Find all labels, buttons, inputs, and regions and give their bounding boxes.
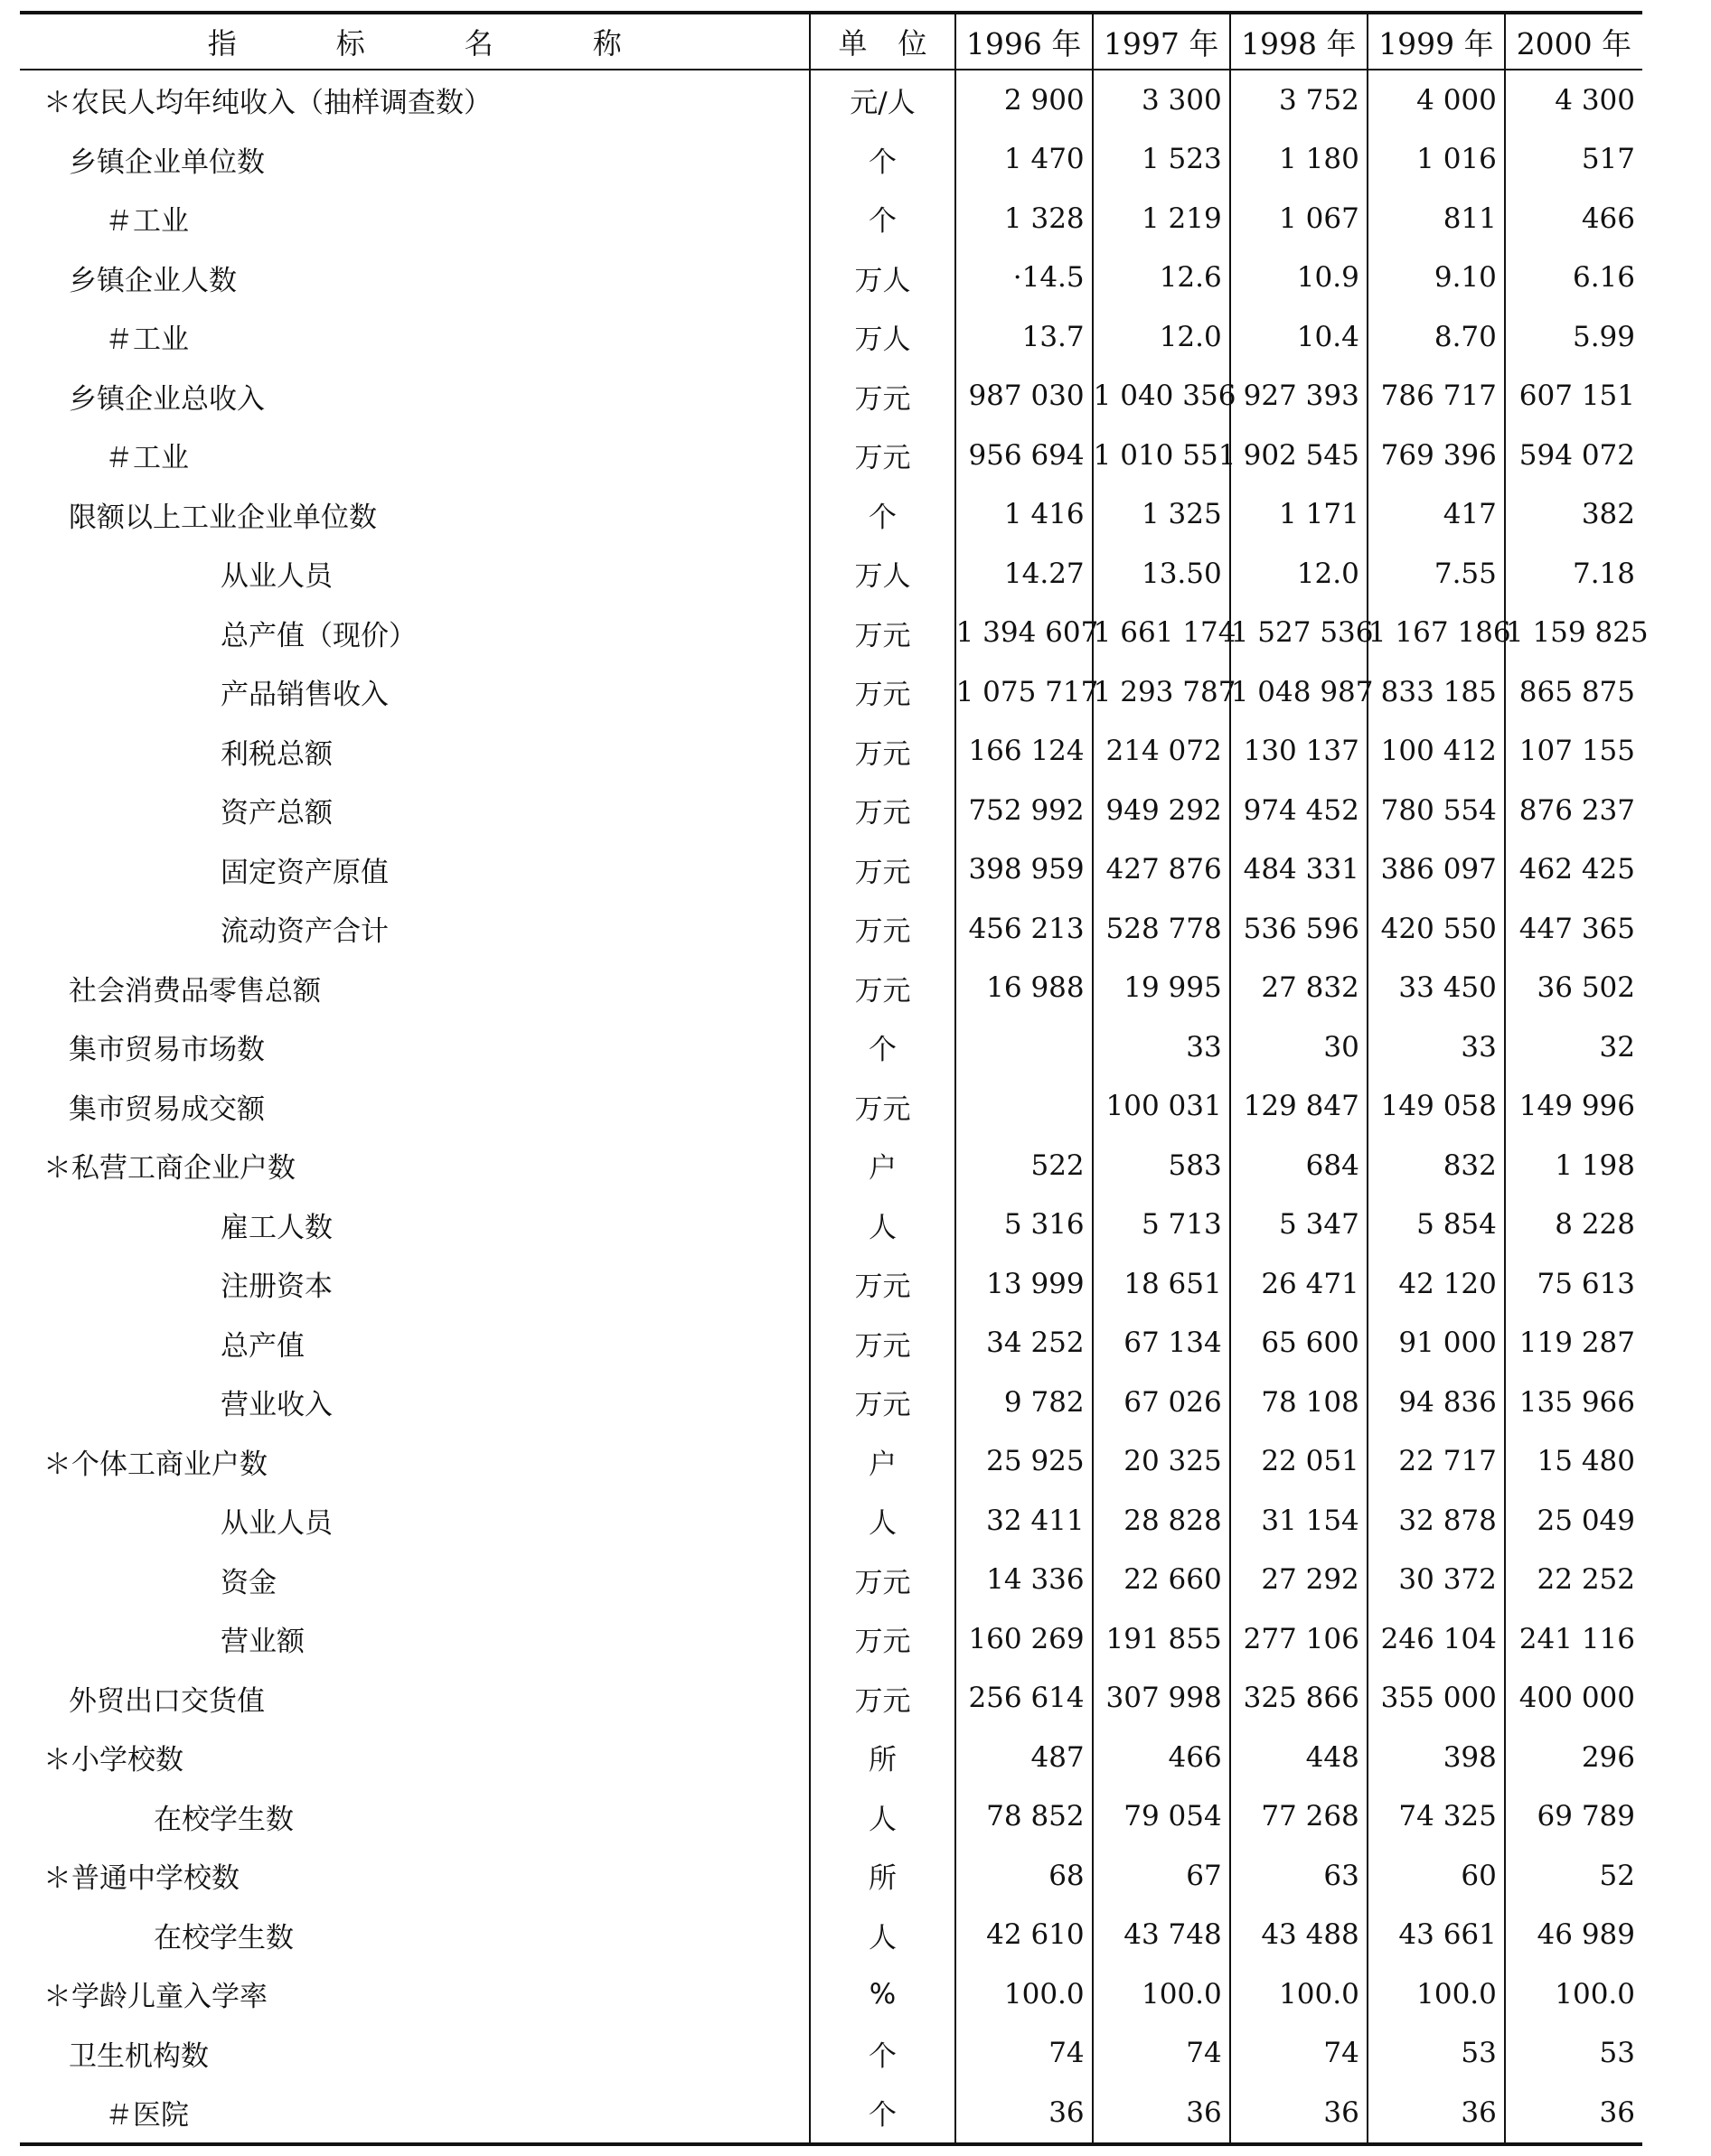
value-cell: 3 752 xyxy=(1230,70,1368,130)
value-cell: 1 180 xyxy=(1230,130,1368,190)
table-row xyxy=(20,1136,1642,1195)
unit-cell: 万元 xyxy=(810,959,954,1018)
unit-cell: 个 xyxy=(810,189,954,248)
value-cell: 1 394 607 xyxy=(955,604,1093,663)
indicator-name: 外贸出口交货值 xyxy=(69,1684,265,1718)
indicator-name: 在校学生数 xyxy=(154,1921,294,1954)
value-cell: 20 325 xyxy=(1093,1432,1230,1492)
value-cell: 13 999 xyxy=(955,1254,1093,1314)
value-cell: 1 067 xyxy=(1230,189,1368,248)
value-cell: 42 610 xyxy=(955,1906,1093,1965)
value-cell: 33 xyxy=(1368,1017,1505,1077)
value-cell: 15 480 xyxy=(1505,1432,1642,1492)
value-cell: 100 031 xyxy=(1093,1077,1230,1137)
table-row xyxy=(20,426,1642,485)
indicator-name: 集市贸易成交额 xyxy=(69,1092,265,1126)
unit-cell: 户 xyxy=(810,1432,954,1492)
value-cell: 832 xyxy=(1368,1136,1505,1195)
value-cell: 956 694 xyxy=(955,426,1093,485)
value-cell: 16 988 xyxy=(955,959,1093,1018)
value-cell: 7.55 xyxy=(1368,544,1505,604)
table-row xyxy=(20,1846,1642,1906)
value-cell: 91 000 xyxy=(1368,1314,1505,1373)
value-cell: 386 097 xyxy=(1368,840,1505,900)
value-cell: 31 154 xyxy=(1230,1491,1368,1551)
value-cell: 43 748 xyxy=(1093,1906,1230,1965)
table-row xyxy=(20,1787,1642,1847)
value-cell: 22 717 xyxy=(1368,1432,1505,1492)
value-cell: 398 xyxy=(1368,1728,1505,1787)
value-cell: 119 287 xyxy=(1505,1314,1642,1373)
value-cell: 256 614 xyxy=(955,1669,1093,1729)
year-header-1996: 1996 年 xyxy=(955,13,1093,70)
table-row xyxy=(20,1373,1642,1432)
value-cell: 1 328 xyxy=(955,189,1093,248)
value-cell: 12.0 xyxy=(1093,307,1230,367)
unit-cell: 万元 xyxy=(810,662,954,722)
unit-cell: % xyxy=(810,1964,954,2024)
value-cell: 5 316 xyxy=(955,1195,1093,1255)
value-cell: 191 855 xyxy=(1093,1609,1230,1669)
value-cell: 9.10 xyxy=(1368,248,1505,308)
value-cell: 5.99 xyxy=(1505,307,1642,367)
value-cell: 42 120 xyxy=(1368,1254,1505,1314)
indicator-name: 在校学生数 xyxy=(154,1803,294,1836)
unit-cell: 户 xyxy=(810,1136,954,1195)
value-cell: 4 300 xyxy=(1505,70,1642,130)
value-cell: 427 876 xyxy=(1093,840,1230,900)
value-cell: 107 155 xyxy=(1505,722,1642,782)
value-cell: 949 292 xyxy=(1093,781,1230,840)
unit-cell: 个 xyxy=(810,2083,954,2144)
value-cell: 1 661 174 xyxy=(1093,604,1230,663)
indicator-name: 雇工人数 xyxy=(221,1211,333,1244)
unit-cell: 万元 xyxy=(810,899,954,959)
unit-cell: 所 xyxy=(810,1728,954,1787)
value-cell: 100.0 xyxy=(1505,1964,1642,2024)
indicator-name: ＊个体工商业户数 xyxy=(43,1448,268,1481)
year-header-1999: 1999 年 xyxy=(1368,13,1505,70)
table-row xyxy=(20,2024,1642,2084)
value-cell: 13.50 xyxy=(1093,544,1230,604)
value-cell: 607 151 xyxy=(1505,367,1642,427)
unit-cell: 个 xyxy=(810,130,954,190)
value-cell: 77 268 xyxy=(1230,1787,1368,1847)
value-cell: 135 966 xyxy=(1505,1373,1642,1432)
unit-cell: 万人 xyxy=(810,544,954,604)
table-row xyxy=(20,1017,1642,1077)
table-row xyxy=(20,1195,1642,1255)
value-cell: 876 237 xyxy=(1505,781,1642,840)
indicator-name: 乡镇企业总收入 xyxy=(69,382,265,416)
unit-cell: 万人 xyxy=(810,307,954,367)
header-char: 名 xyxy=(464,26,494,61)
value-cell: 902 545 xyxy=(1230,426,1368,485)
value-cell: 355 000 xyxy=(1368,1669,1505,1729)
value-cell xyxy=(955,1077,1093,1137)
value-cell: 74 xyxy=(1230,2024,1368,2084)
table-row xyxy=(20,2083,1642,2144)
unit-cell: 万元 xyxy=(810,722,954,782)
value-cell: 36 xyxy=(1093,2083,1230,2144)
value-cell: 33 xyxy=(1093,1017,1230,1077)
value-cell: 1 527 536 xyxy=(1230,604,1368,663)
table-row xyxy=(20,1551,1642,1610)
table-row xyxy=(20,70,1642,130)
indicator-name: ＊私营工商企业户数 xyxy=(43,1152,296,1186)
unit-cell: 万元 xyxy=(810,1609,954,1669)
table-row xyxy=(20,130,1642,190)
table-row xyxy=(20,1964,1642,2024)
year-header-1997: 1997 年 xyxy=(1093,13,1230,70)
value-cell: 25 049 xyxy=(1505,1491,1642,1551)
value-cell: 36 xyxy=(955,2083,1093,2144)
unit-cell: 万元 xyxy=(810,1077,954,1137)
indicator-name: 限额以上工业企业单位数 xyxy=(69,501,377,534)
indicator-name: 资金 xyxy=(221,1566,277,1599)
value-cell: 52 xyxy=(1505,1846,1642,1906)
value-cell: 63 xyxy=(1230,1846,1368,1906)
value-cell: 927 393 xyxy=(1230,367,1368,427)
value-cell: 1 416 xyxy=(955,485,1093,545)
table-row xyxy=(20,367,1642,427)
value-cell: 1 198 xyxy=(1505,1136,1642,1195)
value-cell: 1 016 xyxy=(1368,130,1505,190)
unit-cell: 万元 xyxy=(810,604,954,663)
value-cell: 8.70 xyxy=(1368,307,1505,367)
indicator-name: ＊普通中学校数 xyxy=(43,1862,240,1896)
table-row xyxy=(20,1314,1642,1373)
indicator-name: ＃工业 xyxy=(105,442,189,475)
value-cell: 528 778 xyxy=(1093,899,1230,959)
unit-cell: 万元 xyxy=(810,840,954,900)
value-cell: 10.4 xyxy=(1230,307,1368,367)
value-cell: 5 713 xyxy=(1093,1195,1230,1255)
value-cell: 18 651 xyxy=(1093,1254,1230,1314)
table-row xyxy=(20,1609,1642,1669)
unit-cell: 万元 xyxy=(810,426,954,485)
indicator-name: 流动资产合计 xyxy=(221,915,389,949)
value-cell: 69 789 xyxy=(1505,1787,1642,1847)
value-cell: 36 xyxy=(1230,2083,1368,2144)
value-cell: 43 661 xyxy=(1368,1906,1505,1965)
value-cell: 448 xyxy=(1230,1728,1368,1787)
value-cell: 400 000 xyxy=(1505,1669,1642,1729)
value-cell: 149 996 xyxy=(1505,1077,1642,1137)
value-cell: 811 xyxy=(1368,189,1505,248)
value-cell: 149 058 xyxy=(1368,1077,1505,1137)
value-cell: 786 717 xyxy=(1368,367,1505,427)
value-cell: 487 xyxy=(955,1728,1093,1787)
value-cell: 484 331 xyxy=(1230,840,1368,900)
value-cell: 100.0 xyxy=(1093,1964,1230,2024)
value-cell: 987 030 xyxy=(955,367,1093,427)
value-cell: 466 xyxy=(1505,189,1642,248)
value-cell: 166 124 xyxy=(955,722,1093,782)
value-cell: 27 292 xyxy=(1230,1551,1368,1610)
value-cell: 1 075 717 xyxy=(955,662,1093,722)
value-cell: 1 171 xyxy=(1230,485,1368,545)
value-cell: 100.0 xyxy=(955,1964,1093,2024)
value-cell: 1 219 xyxy=(1093,189,1230,248)
value-cell: 78 108 xyxy=(1230,1373,1368,1432)
indicator-name: 营业收入 xyxy=(221,1389,333,1422)
unit-cell: 万元 xyxy=(810,1669,954,1729)
value-cell: 456 213 xyxy=(955,899,1093,959)
value-cell: 522 xyxy=(955,1136,1093,1195)
value-cell: 684 xyxy=(1230,1136,1368,1195)
unit-cell: 万元 xyxy=(810,781,954,840)
value-cell: 43 488 xyxy=(1230,1906,1368,1965)
indicator-name: 产品销售收入 xyxy=(221,679,389,712)
value-cell: 100.0 xyxy=(1368,1964,1505,2024)
value-cell: 417 xyxy=(1368,485,1505,545)
table-row xyxy=(20,662,1642,722)
value-cell: 53 xyxy=(1505,2024,1642,2084)
unit-cell: 万元 xyxy=(810,1373,954,1432)
value-cell: 22 051 xyxy=(1230,1432,1368,1492)
value-cell: 241 116 xyxy=(1505,1609,1642,1669)
indicator-name: 乡镇企业单位数 xyxy=(69,145,265,179)
value-cell: 594 072 xyxy=(1505,426,1642,485)
value-cell: 22 660 xyxy=(1093,1551,1230,1610)
unit-cell: 人 xyxy=(810,1491,954,1551)
table-row xyxy=(20,248,1642,308)
indicator-name: 乡镇企业人数 xyxy=(69,264,237,297)
table-row xyxy=(20,899,1642,959)
table-row xyxy=(20,307,1642,367)
indicator-name: 营业额 xyxy=(221,1626,305,1659)
value-cell: 26 471 xyxy=(1230,1254,1368,1314)
indicator-name: 从业人员 xyxy=(221,560,333,594)
value-cell: 1 010 551 xyxy=(1093,426,1230,485)
header-char: 位 xyxy=(898,26,927,61)
table-row xyxy=(20,604,1642,663)
table-row xyxy=(20,781,1642,840)
indicator-name: 卫生机构数 xyxy=(69,2039,209,2073)
value-cell: 12.6 xyxy=(1093,248,1230,308)
table-row xyxy=(20,1077,1642,1137)
value-cell: 36 xyxy=(1368,2083,1505,2144)
value-cell: 4 000 xyxy=(1368,70,1505,130)
table-body xyxy=(20,70,1649,2144)
value-cell: 27 832 xyxy=(1230,959,1368,1018)
value-cell: 2 900 xyxy=(955,70,1093,130)
value-cell: 32 411 xyxy=(955,1491,1093,1551)
table-row xyxy=(20,722,1642,782)
value-cell: 14 336 xyxy=(955,1551,1093,1610)
year-header-1998: 1998 年 xyxy=(1230,13,1368,70)
value-cell: 8 228 xyxy=(1505,1195,1642,1255)
value-cell: 14.27 xyxy=(955,544,1093,604)
unit-cell: 万元 xyxy=(810,1551,954,1610)
indicator-name: 从业人员 xyxy=(221,1507,333,1541)
value-cell: 1 293 787 xyxy=(1093,662,1230,722)
value-cell: 6.16 xyxy=(1505,248,1642,308)
indicator-name: ＃工业 xyxy=(105,323,189,357)
value-cell: 307 998 xyxy=(1093,1669,1230,1729)
value-cell: ·14.5 xyxy=(955,248,1093,308)
table-row xyxy=(20,485,1642,545)
value-cell: 78 852 xyxy=(955,1787,1093,1847)
indicator-name: ＊小学校数 xyxy=(43,1744,183,1777)
statistics-page xyxy=(20,11,1649,2146)
value-cell: 214 072 xyxy=(1093,722,1230,782)
table-row xyxy=(20,1432,1642,1492)
value-cell: 1 167 186 xyxy=(1368,604,1505,663)
value-cell: 160 269 xyxy=(955,1609,1093,1669)
unit-cell: 个 xyxy=(810,485,954,545)
value-cell: 3 300 xyxy=(1093,70,1230,130)
value-cell: 10.9 xyxy=(1230,248,1368,308)
value-cell: 67 xyxy=(1093,1846,1230,1906)
value-cell: 129 847 xyxy=(1230,1077,1368,1137)
value-cell: 65 600 xyxy=(1230,1314,1368,1373)
indicator-name: 社会消费品零售总额 xyxy=(69,974,321,1008)
value-cell: 833 185 xyxy=(1368,662,1505,722)
value-cell: 94 836 xyxy=(1368,1373,1505,1432)
value-cell: 19 995 xyxy=(1093,959,1230,1018)
unit-cell: 万元 xyxy=(810,1314,954,1373)
indicator-name: 注册资本 xyxy=(221,1270,333,1304)
value-cell: 382 xyxy=(1505,485,1642,545)
header-char: 单 xyxy=(838,26,868,61)
value-cell: 36 502 xyxy=(1505,959,1642,1018)
value-cell: 1 523 xyxy=(1093,130,1230,190)
value-cell: 32 xyxy=(1505,1017,1642,1077)
table-row xyxy=(20,189,1642,248)
value-cell: 30 372 xyxy=(1368,1551,1505,1610)
table-row xyxy=(20,1906,1642,1965)
unit-cell: 人 xyxy=(810,1906,954,1965)
value-cell: 583 xyxy=(1093,1136,1230,1195)
value-cell: 53 xyxy=(1368,2024,1505,2084)
unit-cell: 万人 xyxy=(810,248,954,308)
value-cell: 398 959 xyxy=(955,840,1093,900)
value-cell: 74 xyxy=(955,2024,1093,2084)
unit-cell: 所 xyxy=(810,1846,954,1906)
table-row xyxy=(20,1669,1642,1729)
indicator-name: ＃医院 xyxy=(20,2083,810,2144)
value-cell: 25 925 xyxy=(955,1432,1093,1492)
value-cell: 1 159 825 xyxy=(1505,604,1642,663)
indicator-name: ＊农民人均年纯收入（抽样调查数） xyxy=(43,87,492,120)
table-row xyxy=(20,1491,1642,1551)
value-cell: 75 613 xyxy=(1505,1254,1642,1314)
value-cell: 9 782 xyxy=(955,1373,1093,1432)
indicator-name: 总产值（现价） xyxy=(221,619,417,652)
table-row xyxy=(20,1254,1642,1314)
value-cell: 780 554 xyxy=(1368,781,1505,840)
value-cell: 974 452 xyxy=(1230,781,1368,840)
value-cell: 1 040 356 xyxy=(1093,367,1230,427)
value-cell: 12.0 xyxy=(1230,544,1368,604)
value-cell: 1 048 987 xyxy=(1230,662,1368,722)
value-cell: 517 xyxy=(1505,130,1642,190)
statistics-table xyxy=(20,11,1649,2146)
value-cell: 246 104 xyxy=(1368,1609,1505,1669)
unit-cell: 元/人 xyxy=(810,70,954,130)
value-cell: 1 325 xyxy=(1093,485,1230,545)
value-cell: 30 xyxy=(1230,1017,1368,1077)
value-cell: 79 054 xyxy=(1093,1787,1230,1847)
value-cell: 296 xyxy=(1505,1728,1642,1787)
value-cell: 33 450 xyxy=(1368,959,1505,1018)
table-row xyxy=(20,840,1642,900)
header-char: 指 xyxy=(207,26,237,61)
year-header-2000: 2000 年 xyxy=(1505,13,1642,70)
value-cell: 769 396 xyxy=(1368,426,1505,485)
value-cell: 36 xyxy=(1505,2083,1642,2144)
value-cell: 74 325 xyxy=(1368,1787,1505,1847)
table-row xyxy=(20,959,1642,1018)
value-cell: 67 026 xyxy=(1093,1373,1230,1432)
value-cell: 1 470 xyxy=(955,130,1093,190)
unit-cell: 人 xyxy=(810,1787,954,1847)
value-cell: 68 xyxy=(955,1846,1093,1906)
value-cell: 34 252 xyxy=(955,1314,1093,1373)
indicator-name: ＊学龄儿童入学率 xyxy=(43,1981,268,2014)
value-cell: 325 866 xyxy=(1230,1669,1368,1729)
value-cell: 60 xyxy=(1368,1846,1505,1906)
indicator-name: ＃工业 xyxy=(105,205,189,239)
unit-cell: 人 xyxy=(810,1195,954,1255)
value-cell: 46 989 xyxy=(1505,1906,1642,1965)
value-cell: 22 252 xyxy=(1505,1551,1642,1610)
value-cell: 420 550 xyxy=(1368,899,1505,959)
value-cell: 13.7 xyxy=(955,307,1093,367)
indicator-name: 资产总额 xyxy=(221,797,333,830)
value-cell: 536 596 xyxy=(1230,899,1368,959)
indicator-name: 集市贸易市场数 xyxy=(69,1034,265,1067)
value-cell: 74 xyxy=(1093,2024,1230,2084)
unit-cell: 万元 xyxy=(810,1254,954,1314)
value-cell: 865 875 xyxy=(1505,662,1642,722)
value-cell: 466 xyxy=(1093,1728,1230,1787)
indicator-name: 固定资产原值 xyxy=(221,856,389,889)
value-cell: 5 347 xyxy=(1230,1195,1368,1255)
value-cell: 752 992 xyxy=(955,781,1093,840)
unit-header xyxy=(810,13,954,70)
value-cell: 67 134 xyxy=(1093,1314,1230,1373)
indicator-name: 利税总额 xyxy=(221,737,333,771)
value-cell: 32 878 xyxy=(1368,1491,1505,1551)
table-row xyxy=(20,1728,1642,1787)
value-cell: 100 412 xyxy=(1368,722,1505,782)
header-char: 称 xyxy=(592,26,622,61)
unit-cell: 个 xyxy=(810,1017,954,1077)
unit-cell: 万元 xyxy=(810,367,954,427)
value-cell: 100.0 xyxy=(1230,1964,1368,2024)
value-cell: 28 828 xyxy=(1093,1491,1230,1551)
indicator-name-header xyxy=(20,13,810,70)
unit-cell: 个 xyxy=(810,2024,954,2084)
value-cell: 130 137 xyxy=(1230,722,1368,782)
value-cell: 7.18 xyxy=(1505,544,1642,604)
value-cell: 277 106 xyxy=(1230,1609,1368,1669)
header-row xyxy=(20,13,1642,70)
table-row xyxy=(20,544,1642,604)
value-cell: 5 854 xyxy=(1368,1195,1505,1255)
header-char: 标 xyxy=(335,26,365,61)
indicator-name: 总产值 xyxy=(221,1329,305,1363)
value-cell xyxy=(955,1017,1093,1077)
value-cell: 462 425 xyxy=(1505,840,1642,900)
value-cell: 447 365 xyxy=(1505,899,1642,959)
